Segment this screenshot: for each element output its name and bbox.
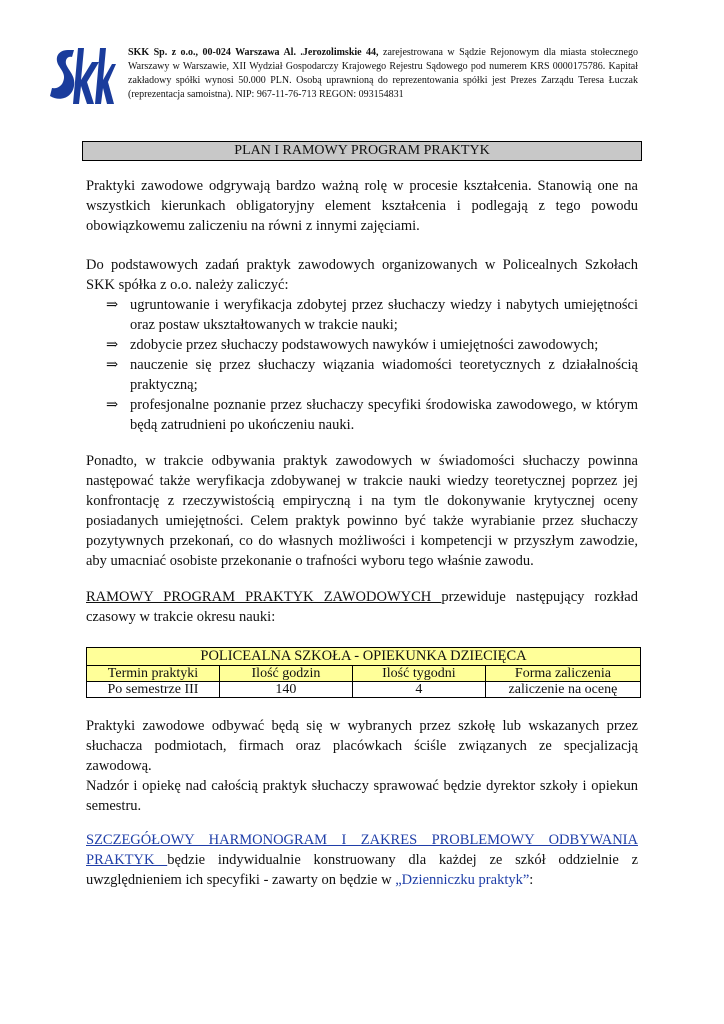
arrow-icon: ⇒ — [106, 297, 119, 313]
tasks-section — [86, 255, 638, 435]
company-header — [128, 46, 638, 102]
practice-table — [86, 647, 641, 698]
arrow-icon: ⇒ — [106, 337, 119, 353]
list-item: ⇒ nauczenie się przez słuchaczy wiązania wiadomości teoretycznych z działalnością praktyczną; — [106, 357, 638, 393]
dzienniczek-reference: „Dzienniczku praktyk” — [395, 872, 530, 888]
skk-logo — [50, 46, 116, 108]
tasks-list — [86, 295, 638, 435]
harmonogram-paragraph: SZCZEGÓŁOWY HARMONOGRAM I ZAKRES PROBLEMOWY ODBYWANIA PRAKTYK będzie indywidualnie konstruowany dla każdej ze szkół oddzielnie z uwzględnieniem ich specyfiki - zawarty on będzie w „Dzienniczku praktyk”: — [86, 832, 639, 888]
page-title: PLAN I RAMOWY PROGRAM PRAKTYK — [82, 141, 642, 161]
table-row — [87, 682, 641, 698]
table-title: POLICEALNA SZKOŁA - OPIEKUNKA DZIECIĘCA — [87, 648, 641, 666]
after-p1: Praktyki zawodowe odbywać będą się w wybranych przez szkołę lub wskazanych przez słuchacza podmiotach, firmach oraz placówkach ściśle związanych ze specjalizacją zawodową. — [86, 718, 638, 774]
arrow-icon: ⇒ — [106, 397, 119, 413]
harmonogram-heading: SZCZEGÓŁOWY HARMONOGRAM I ZAKRES PROBLEMOWY ODBYWANIA PRAKTYK — [86, 832, 638, 868]
table-header-cell: Termin praktyki — [87, 666, 220, 682]
ramowy-paragraph: RAMOWY PROGRAM PRAKTYK ZAWODOWYCH przewiduje następujący rozkład czasowy w trakcie okresu nauki: — [86, 589, 638, 625]
table-cell: 4 — [352, 682, 485, 698]
table-cell: Po semestrze III — [87, 682, 220, 698]
list-item: ⇒ ugruntowanie i weryfikacja zdobytej przez słuchaczy wiedzy i nabytych umiejętności oraz postaw ukształtowanych w trakcie nauki; — [106, 297, 638, 333]
header-rest: zarejestrowana w Sądzie Rejonowym dla miasta stołecznego Warszawy w Warszawie, XII Wydział Gospodarczy Krajowego Rejestru Sądowego pod numerem KRS 0000175786. Kapitał zakładowy spółki wynosi 50.000 PLN. Osobą uprawnioną do reprezentowania spółki jest Prezes Zarządu Teresa Łuczak (reprezentacja samoistna). NIP: 967-11-76-713 REGON: 093154831 — [128, 47, 638, 100]
after-p2: Nadzór i opiekę nad całością praktyk słuchaczy sprawować będzie dyrektor szkoły i opiekun semestru. — [86, 778, 638, 814]
intro-paragraph: Praktyki zawodowe odgrywają bardzo ważną rolę w procesie kształcenia. Stanowią one na wszystkich kierunkach obligatoryjny element kształcenia i podlegają z tego powodu obowiązkowemu zaliczeniu na równi z innymi zajęciami. — [86, 178, 638, 234]
table-header-cell: Ilość godzin — [219, 666, 352, 682]
after-section — [86, 716, 638, 816]
tasks-lead: Do podstawowych zadań praktyk zawodowych organizowanych w Policealnych Szkołach SKK spółka z o.o. należy zaliczyć: — [86, 257, 638, 293]
table-header-cell: Forma zaliczenia — [485, 666, 640, 682]
arrow-icon: ⇒ — [106, 357, 119, 373]
table-cell: 140 — [219, 682, 352, 698]
list-item: ⇒ zdobycie przez słuchaczy podstawowych nawyków i umiejętności zawodowych; — [106, 337, 599, 353]
ponadto-paragraph: Ponadto, w trakcie odbywania praktyk zawodowych w świadomości słuchaczy powinna następować także weryfikacja zdobywanej w trakcie nauki wiedzy teoretycznej poprzez jej konfrontację z rzeczywistością empiryczną i na tym tle dokonywanie krytycznej oceny posiadanych umiejętności. Celem praktyk powinno być także wyrabianie przez słuchaczy pozytywnych przekonań, co do własnych możliwości i kompetencji w przyszłym zawodzie, aby umacniać osobiste przekonanie o trafności wyboru tego właśnie zawodu. — [86, 453, 638, 569]
list-item: ⇒ profesjonalne poznanie przez słuchaczy specyfiki środowiska zawodowego, w którym będą zatrudnieni po ukończeniu nauki. — [106, 397, 638, 433]
ramowy-heading: RAMOWY PROGRAM PRAKTYK ZAWODOWYCH — [86, 589, 442, 605]
table-cell: zaliczenie na ocenę — [485, 682, 640, 698]
header-bold: SKK Sp. z o.o., 00-024 Warszawa Al. .Jerozolimskie 44, — [128, 47, 379, 58]
table-header-cell: Ilość tygodni — [352, 666, 485, 682]
